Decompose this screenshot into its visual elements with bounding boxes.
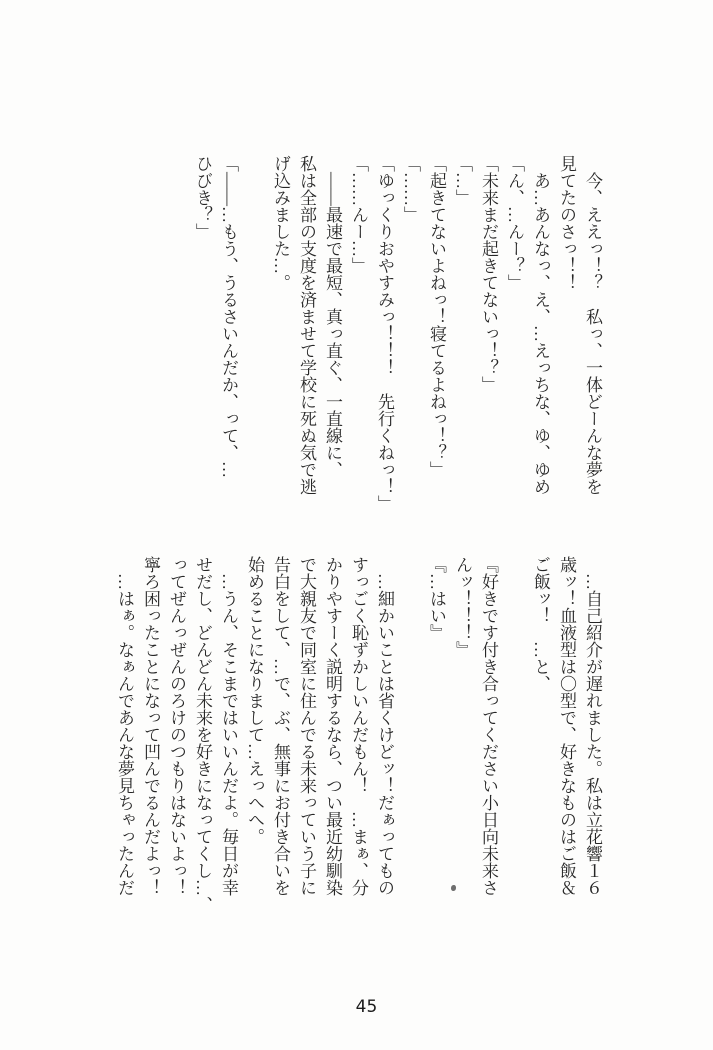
- vertical-text-line: ――最速で最短、真っ直ぐ、一直線に、: [323, 172, 342, 478]
- vertical-text-line: …うん、そこまではいいんだよ。毎日が幸: [219, 573, 238, 896]
- vertical-text-line: せだし、どんどん未来を好きになってくし…、: [193, 556, 212, 913]
- vertical-text-line: 歳ッ！血液型は〇型で、好きなものはご飯＆: [557, 556, 576, 896]
- vertical-text-line: 告白をして、…で、ぶ、無事にお付き合いを: [271, 556, 290, 896]
- bottom-text-block: [111, 556, 605, 924]
- vertical-text-line: 寧ろ困ったことになって凹んでるんだよっ！: [141, 556, 160, 896]
- vertical-text-line: 「未来まだ起きてないっ！？」: [479, 155, 498, 393]
- page-number: 45: [355, 997, 378, 1017]
- vertical-text-line: 始めることになりまして…えっへへ。: [245, 556, 264, 845]
- vertical-text-line: かりやすーく説明するなら、つい最近幼馴染: [323, 556, 342, 896]
- vertical-text-line: 「ゆっくりおやすみっ！！！ 先行くねっ！」: [375, 155, 394, 512]
- vertical-text-line: 「起きてないよねっ！寝てるよねっ！？」: [427, 155, 446, 478]
- vertical-text-line: 「ん、…んー？」: [505, 155, 524, 291]
- vertical-text-line: んッ！！！』: [453, 556, 472, 658]
- top-text-block: [189, 155, 605, 523]
- vertical-text-line: あ…あんなっ、え、…えっちな、ゆ、ゆめ: [531, 172, 550, 495]
- vertical-text-line: すっごく恥ずかしいんだもん！ …まぁ、分: [349, 556, 368, 896]
- vertical-text-line: 見てたのさっ！！: [557, 155, 576, 291]
- vertical-text-line: 「――…もう、うるさいんだか、って、…: [219, 155, 238, 478]
- vertical-text-line: 『…はい』: [427, 556, 446, 641]
- vertical-text-line: 「……」: [401, 155, 420, 223]
- paragraph-spacer: [397, 556, 423, 924]
- vertical-text-line: 今、ええっ！？ 私っ、一体どーんな夢を: [583, 172, 602, 495]
- vertical-text-line: …自己紹介が遅れました。私は立花響１６: [583, 573, 602, 896]
- vertical-text-line: げ込みました…。: [271, 155, 290, 291]
- vertical-text-line: 「……んー…」: [349, 155, 368, 274]
- vertical-text-line: 「…」: [453, 155, 472, 206]
- vertical-text-line: 私は全部の支度を済ませて学校に死ぬ気で逃: [297, 155, 316, 495]
- paragraph-spacer: [241, 155, 267, 523]
- vertical-text-line: 『好きです付き合ってください小日向未来さ: [479, 556, 498, 896]
- vertical-text-line: ひびき？」: [193, 155, 212, 240]
- vertical-text-line: で大親友で同室に住んでる未来っていう子に: [297, 556, 316, 896]
- vertical-text-line: …はぁ。なぁんであんな夢見ちゃったんだ: [115, 573, 134, 896]
- vertical-text-line: …細かいことは省くけどッ！だぁってもの: [375, 573, 394, 896]
- vertical-text-line: ご飯ッ！ …と、: [531, 556, 550, 692]
- vertical-text-line: ってぜんっぜんのろけのつもりはないよっ！: [167, 556, 186, 896]
- paragraph-spacer: [501, 556, 527, 924]
- ink-speck: [451, 885, 456, 891]
